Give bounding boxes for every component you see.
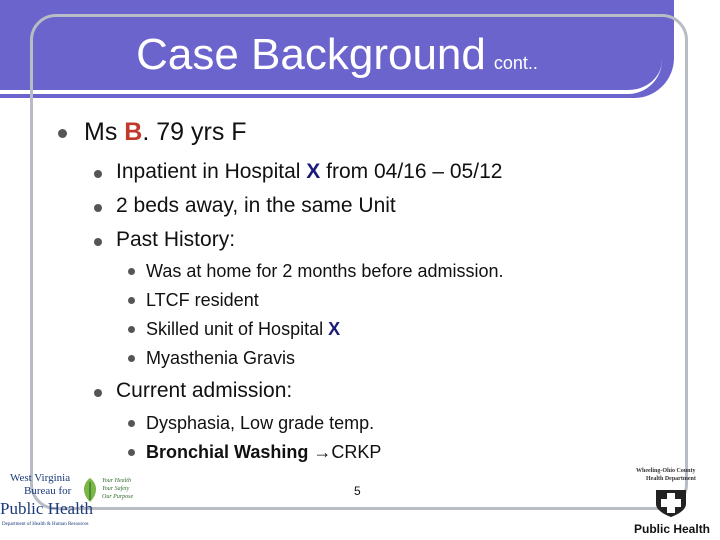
inpatient-dates: from 04/16 – 05/12 [320,160,503,183]
bullet-icon [128,268,135,275]
wv-logo-line1: West Virginia [10,472,71,484]
wo-logo-line1: Wheeling-Ohio County [636,468,696,474]
current-washing [146,442,381,463]
page-number: 5 [354,484,361,498]
shield-cross-icon [654,486,688,518]
wv-tag1: Your Health [102,478,131,484]
bullet-icon [128,420,135,427]
skilled-hospital: X [328,319,341,339]
inpatient-line [116,160,502,184]
bullet-icon [58,129,67,138]
history-line: Past History: [116,228,236,251]
wv-logo-line3: Public Health [0,499,94,518]
slide-title-suffix: cont.. [493,53,538,73]
bullet-icon [128,355,135,362]
bullet-icon [128,326,135,333]
washing-label: Bronchial Washing [146,442,309,462]
slide-title-main: Case Background [136,30,486,79]
history-home: Was at home for 2 months before admission. [146,261,504,281]
bullet-icon [94,170,102,178]
beds-line: 2 beds away, in the same Unit [116,194,396,217]
history-mg: Myasthenia Gravis [146,348,296,368]
bullet-icon [94,389,102,397]
wv-tag2: Your Safety [102,486,130,492]
current-line: Current admission: [116,379,293,402]
wo-logo-line2: Health Department [646,476,696,482]
arrow-right-icon: → [313,442,332,462]
leaf-icon [80,476,100,504]
bullet-icon [128,297,135,304]
bullet-icon [94,204,102,212]
wo-logo-line3: Public Health [634,522,711,536]
inpatient-hospital: X [306,160,321,183]
skilled-prefix: Skilled unit of Hospital [146,319,329,339]
patient-name: B [124,118,143,146]
wv-footer: Department of Health & Human Resources [2,522,89,527]
patient-prefix: Ms [84,118,125,146]
wv-bureau-logo [0,470,140,540]
bullet-icon [94,238,102,246]
wheeling-ohio-logo [622,464,720,540]
history-skilled [146,319,340,340]
patient-line [84,118,247,147]
wv-tag3: Our Purpose [102,494,134,500]
inpatient-prefix: Inpatient in Hospital [116,160,307,183]
bullet-icon [128,449,135,456]
wv-logo-line2: Bureau for [24,485,72,497]
patient-details: . 79 yrs F [142,118,247,146]
current-dysphasia: Dysphasia, Low grade temp. [146,413,375,433]
washing-result: CRKP [331,442,382,462]
history-ltcf: LTCF resident [146,290,259,310]
